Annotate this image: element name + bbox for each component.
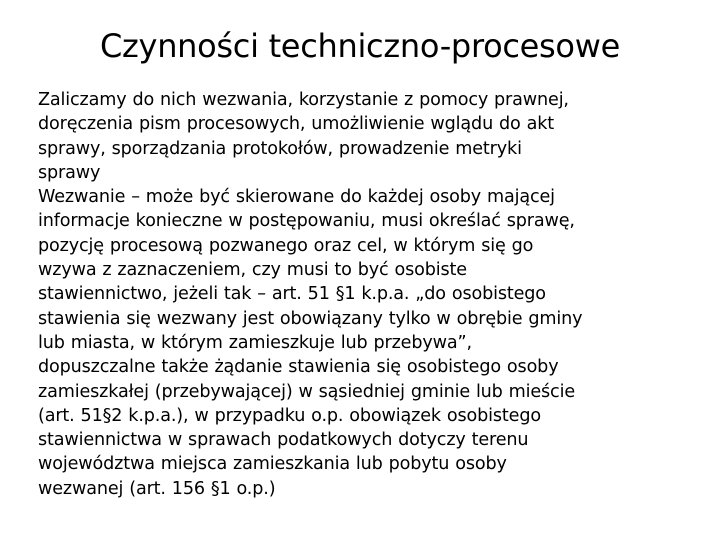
text-line: lub miasta, w którym zamieszkuje lub przebywa”, xyxy=(38,332,472,353)
text-line: sprawy, sporządzania protokołów, prowadzenie metryki xyxy=(38,138,522,159)
slide-title: Czynności techniczno-procesowe xyxy=(100,27,620,65)
text-line: stawiennictwa w sprawach podatkowych dotyczy terenu xyxy=(38,430,529,451)
text-line: Zaliczamy do nich wezwania, korzystanie z pomocy prawnej, xyxy=(38,90,569,110)
slide-body xyxy=(38,88,683,501)
text-line: pozycję procesową pozwanego oraz cel, w którym się go xyxy=(38,235,534,256)
text-line: (art. 51§2 k.p.a.), w przypadku o.p. obowiązek osobistego xyxy=(38,405,541,426)
text-line: zamieszkałej (przebywającej) w sąsiedniej gminie lub mieście xyxy=(38,381,575,402)
text-line: stawienia się wezwany jest obowiązany tylko w obrębie gminy xyxy=(38,308,583,329)
text-line: dopuszczalne także żądanie stawienia się osobistego osoby xyxy=(38,357,559,378)
paragraph-wezwanie xyxy=(38,185,683,501)
text-line: wezwanej (art. 156 §1 o.p.) xyxy=(38,478,276,499)
text-line: wzywa z zaznaczeniem, czy musi to być osobiste xyxy=(38,260,467,281)
paragraph-definition xyxy=(38,88,683,185)
text-line: informacje konieczne w postępowaniu, musi określać sprawę, xyxy=(38,211,575,232)
text-line: sprawy xyxy=(38,162,101,183)
text-line: Wezwanie – może być skierowane do każdej osoby mającej xyxy=(38,187,555,208)
text-line: województwa miejsca zamieszkania lub pobytu osoby xyxy=(38,454,507,475)
text-line: stawiennictwo, jeżeli tak – art. 51 §1 k.p.a. „do osobistego xyxy=(38,284,546,305)
text-line: doręczenia pism procesowych, umożliwienie wglądu do akt xyxy=(38,114,555,135)
